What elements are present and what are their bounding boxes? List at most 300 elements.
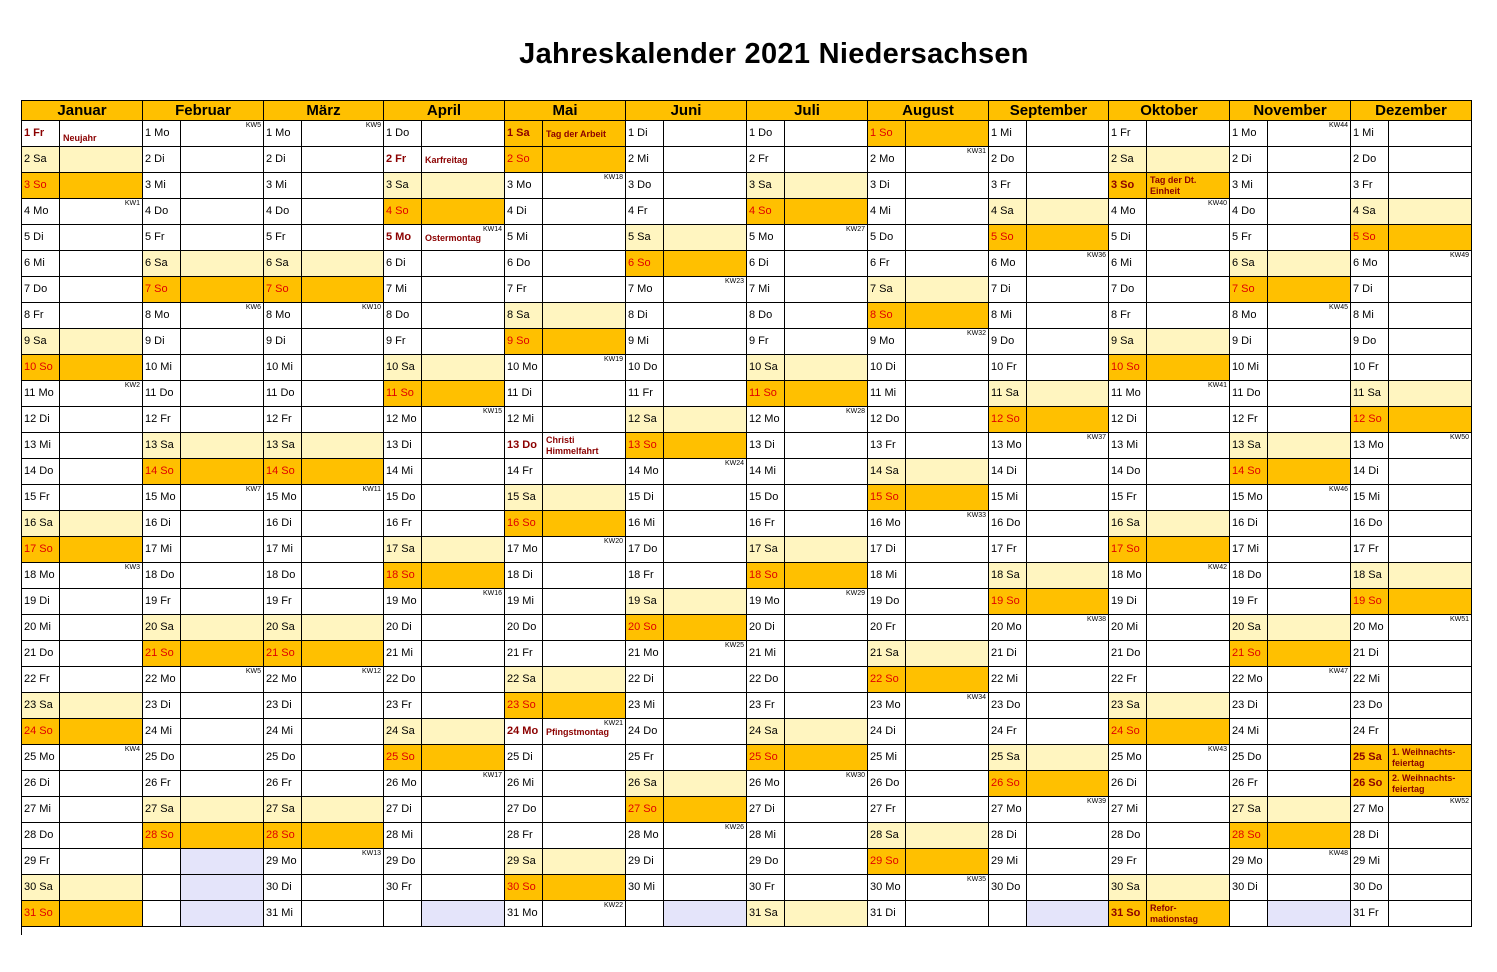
day-cell (989, 329, 1027, 355)
day-cell (22, 121, 60, 147)
day-cell (143, 303, 181, 329)
day-label: 27 Di (386, 803, 412, 815)
day-cell (384, 407, 422, 433)
day-label: 26 So (1353, 777, 1383, 789)
day-label: 2 Mo (870, 153, 895, 165)
day-cell (626, 745, 664, 771)
day-note-cell (422, 563, 505, 589)
day-cell (505, 173, 543, 199)
day-label: 15 So (870, 491, 899, 503)
day-label: 9 Di (145, 335, 165, 347)
day-cell (747, 511, 785, 537)
day-note-cell (302, 771, 384, 797)
week-number: KW9 (365, 122, 381, 129)
day-label: 8 Fr (24, 309, 44, 321)
day-cell (1109, 329, 1147, 355)
day-note-cell (181, 563, 264, 589)
day-cell (264, 511, 302, 537)
day-label: 7 So (266, 283, 289, 295)
day-cell (1351, 173, 1389, 199)
day-cell (868, 875, 906, 901)
day-cell (143, 121, 181, 147)
day-note-cell (1268, 719, 1351, 745)
week-number: KW14 (482, 226, 502, 233)
day-note-cell (60, 511, 143, 537)
day-note-cell (60, 277, 143, 303)
day-note-cell (664, 797, 747, 823)
day-label: 30 Sa (24, 881, 53, 893)
day-label: 8 Mi (1353, 309, 1374, 321)
day-cell (143, 147, 181, 173)
day-note-cell (302, 407, 384, 433)
day-label: 18 Mo (1111, 569, 1142, 581)
day-note-cell (60, 823, 143, 849)
week-number: KW1 (124, 200, 140, 207)
day-label: 27 Mi (1111, 803, 1138, 815)
day-label: 1 Do (749, 127, 773, 139)
day-note-cell (664, 537, 747, 563)
holiday-label: Pfingstmontag (546, 727, 609, 737)
day-note-cell (302, 459, 384, 485)
day-cell (22, 875, 60, 901)
day-label: 28 So (145, 829, 174, 841)
day-label: 3 Sa (749, 179, 772, 191)
day-label: 11 Do (145, 387, 174, 399)
day-label: 29 Mi (991, 855, 1018, 867)
day-note-cell (1389, 641, 1472, 667)
day-label: 12 Sa (628, 413, 657, 425)
day-cell (264, 771, 302, 797)
day-cell (505, 745, 543, 771)
day-note-cell (181, 381, 264, 407)
day-cell (22, 589, 60, 615)
day-cell (747, 147, 785, 173)
day-label: 14 Fr (507, 465, 533, 477)
day-cell (505, 615, 543, 641)
day-cell (626, 121, 664, 147)
day-cell (747, 121, 785, 147)
day-cell (1230, 641, 1268, 667)
day-note-cell (785, 173, 868, 199)
day-note-cell (664, 693, 747, 719)
day-cell (143, 511, 181, 537)
day-note-cell (181, 225, 264, 251)
day-cell (747, 199, 785, 225)
day-label: 1 So (870, 127, 893, 139)
day-label: 21 So (145, 647, 174, 659)
day-cell (626, 797, 664, 823)
day-note-cell (906, 329, 989, 355)
day-note-cell (664, 771, 747, 797)
day-note-cell (1268, 667, 1351, 693)
day-label: 29 Do (386, 855, 416, 867)
day-note-cell (1389, 875, 1472, 901)
day-label: 26 Fr (145, 777, 171, 789)
day-cell (505, 407, 543, 433)
day-note-cell (1147, 667, 1230, 693)
day-label: 16 Di (145, 517, 171, 529)
day-label: 2 Do (1353, 153, 1377, 165)
day-note-cell (302, 849, 384, 875)
day-cell (22, 199, 60, 225)
day-note-cell (181, 641, 264, 667)
day-cell (989, 849, 1027, 875)
day-label: 9 Do (1353, 335, 1377, 347)
day-cell (626, 771, 664, 797)
day-label: 7 Sa (870, 283, 893, 295)
week-number: KW43 (1207, 746, 1227, 753)
day-label: 5 Mo (749, 231, 774, 243)
day-note-cell (1268, 745, 1351, 771)
day-label: 30 Di (1232, 881, 1258, 893)
day-note-cell (422, 277, 505, 303)
day-cell (1351, 459, 1389, 485)
day-note-cell (664, 823, 747, 849)
day-note-cell (543, 771, 626, 797)
day-label: 22 Mo (145, 673, 176, 685)
day-label: 16 Do (1353, 517, 1383, 529)
day-cell (868, 355, 906, 381)
day-label: 3 So (24, 179, 47, 191)
day-cell (747, 355, 785, 381)
day-note-cell (1147, 433, 1230, 459)
day-cell (626, 511, 664, 537)
day-label: 26 Mi (507, 777, 534, 789)
day-label: 8 Mi (991, 309, 1012, 321)
day-cell (143, 641, 181, 667)
day-note-cell (1389, 485, 1472, 511)
day-label: 5 Sa (628, 231, 651, 243)
day-note-cell (1268, 875, 1351, 901)
day-note-cell (785, 641, 868, 667)
day-cell (868, 589, 906, 615)
day-label: 9 Fr (749, 335, 769, 347)
day-note-cell (422, 433, 505, 459)
day-cell (868, 329, 906, 355)
day-cell (505, 563, 543, 589)
day-note-cell (181, 771, 264, 797)
day-label: 13 So (628, 439, 657, 451)
day-note-cell (1268, 823, 1351, 849)
day-note-cell (60, 641, 143, 667)
day-label: 5 Fr (145, 231, 165, 243)
day-label: 24 So (1111, 725, 1140, 737)
day-label: 25 Sa (991, 751, 1020, 763)
day-note-cell (1147, 771, 1230, 797)
week-number: KW5 (245, 122, 261, 129)
day-note-cell (1268, 511, 1351, 537)
day-cell (1109, 303, 1147, 329)
day-cell (264, 459, 302, 485)
day-note-cell (906, 615, 989, 641)
day-note-cell (906, 771, 989, 797)
day-note-cell (543, 875, 626, 901)
day-note-cell (181, 589, 264, 615)
day-label: 29 Fr (1111, 855, 1137, 867)
day-cell (22, 615, 60, 641)
day-note-cell (664, 251, 747, 277)
week-number: KW15 (482, 408, 502, 415)
day-label: 10 So (1111, 361, 1140, 373)
day-label: 13 Fr (870, 439, 896, 451)
day-note-cell (1027, 745, 1109, 771)
day-note-cell (302, 823, 384, 849)
day-cell (989, 615, 1027, 641)
day-note-cell (906, 355, 989, 381)
day-label: 14 Mi (749, 465, 776, 477)
day-cell (747, 407, 785, 433)
day-note-cell (60, 589, 143, 615)
day-note-cell (664, 407, 747, 433)
day-note-cell (422, 329, 505, 355)
week-number: KW52 (1449, 798, 1469, 805)
day-note-cell (60, 199, 143, 225)
month-header: Juli (747, 101, 868, 121)
week-number: KW35 (966, 876, 986, 883)
day-note-cell (60, 537, 143, 563)
day-cell (1351, 199, 1389, 225)
day-cell (1351, 849, 1389, 875)
day-note-cell (906, 563, 989, 589)
day-note-cell (1268, 615, 1351, 641)
day-cell (626, 537, 664, 563)
day-label: 17 Mi (1232, 543, 1259, 555)
day-cell (1230, 329, 1268, 355)
day-note-cell (181, 355, 264, 381)
day-label: 10 Fr (991, 361, 1017, 373)
week-number: KW46 (1328, 486, 1348, 493)
holiday-label: Karfreitag (425, 155, 468, 165)
day-cell (626, 459, 664, 485)
day-cell (143, 537, 181, 563)
day-label: 16 Fr (749, 517, 775, 529)
day-note-cell (181, 693, 264, 719)
day-label: 12 Di (24, 413, 50, 425)
day-cell (1109, 225, 1147, 251)
day-label: 3 Sa (386, 179, 409, 191)
day-cell (143, 667, 181, 693)
day-cell (1351, 485, 1389, 511)
day-note-cell (785, 381, 868, 407)
day-cell (264, 381, 302, 407)
day-label: 21 Mi (749, 647, 776, 659)
day-cell (1351, 511, 1389, 537)
day-label: 20 Di (386, 621, 412, 633)
day-label: 4 Mo (1111, 205, 1136, 217)
day-cell (626, 901, 664, 927)
day-label: 3 Fr (1353, 179, 1373, 191)
week-number: KW50 (1449, 434, 1469, 441)
day-cell (868, 303, 906, 329)
day-label: 14 Mo (628, 465, 659, 477)
day-note-cell (906, 381, 989, 407)
day-cell (384, 355, 422, 381)
day-note-cell (785, 121, 868, 147)
day-label: 20 Mi (1111, 621, 1138, 633)
day-label: 6 Do (507, 257, 531, 269)
day-cell (747, 563, 785, 589)
day-note-cell (1389, 381, 1472, 407)
day-cell (22, 771, 60, 797)
day-cell (1230, 771, 1268, 797)
day-note-cell (181, 121, 264, 147)
day-note-cell (785, 667, 868, 693)
day-label: 4 So (386, 205, 409, 217)
day-label: 7 Mi (386, 283, 407, 295)
week-number: KW18 (603, 174, 623, 181)
day-note-cell (1147, 823, 1230, 849)
day-label: 21 Do (24, 647, 54, 659)
day-note-cell (1027, 849, 1109, 875)
day-label: 12 Do (870, 413, 900, 425)
day-cell (384, 901, 422, 927)
day-cell (1109, 823, 1147, 849)
day-note-cell (1027, 381, 1109, 407)
day-cell (989, 433, 1027, 459)
day-cell (143, 173, 181, 199)
day-label: 4 Do (266, 205, 290, 217)
day-cell (143, 745, 181, 771)
day-cell (143, 719, 181, 745)
day-label: 3 Mi (266, 179, 287, 191)
day-label: 18 Sa (1353, 569, 1382, 581)
day-label: 27 Sa (145, 803, 174, 815)
day-label: 24 Fr (1353, 725, 1379, 737)
day-label: 5 Mi (507, 231, 528, 243)
day-cell (143, 277, 181, 303)
day-cell (989, 719, 1027, 745)
day-note-cell (181, 823, 264, 849)
day-cell (384, 147, 422, 173)
day-note-cell (60, 615, 143, 641)
day-label: 5 Do (870, 231, 894, 243)
day-note-cell (181, 745, 264, 771)
day-cell (868, 407, 906, 433)
day-note-cell (664, 225, 747, 251)
day-label: 28 Fr (507, 829, 533, 841)
day-cell (868, 277, 906, 303)
day-label: 8 Di (628, 309, 648, 321)
day-label: 14 Do (1111, 465, 1141, 477)
day-note-cell (543, 901, 626, 927)
day-label: 10 Sa (749, 361, 778, 373)
day-cell (989, 355, 1027, 381)
day-note-cell (543, 433, 626, 459)
day-label: 23 Sa (1111, 699, 1140, 711)
day-cell (626, 875, 664, 901)
day-label: 24 So (24, 725, 53, 737)
day-note-cell (1027, 537, 1109, 563)
day-cell (747, 745, 785, 771)
day-label: 15 Mo (145, 491, 176, 503)
day-cell (1230, 875, 1268, 901)
day-label: 26 Mo (749, 777, 780, 789)
week-number: KW37 (1086, 434, 1106, 441)
day-label: 18 Do (145, 569, 175, 581)
day-note-cell (1389, 589, 1472, 615)
day-label: 18 Do (266, 569, 296, 581)
day-cell (264, 355, 302, 381)
week-number: KW19 (603, 356, 623, 363)
day-cell (384, 511, 422, 537)
day-cell (989, 641, 1027, 667)
day-label: 14 So (145, 465, 174, 477)
week-number: KW13 (361, 850, 381, 857)
day-note-cell (785, 771, 868, 797)
day-note-cell (1268, 251, 1351, 277)
day-label: 8 Do (386, 309, 410, 321)
day-cell (384, 693, 422, 719)
day-cell (626, 641, 664, 667)
day-label: 16 Mi (628, 517, 655, 529)
day-label: 14 Mi (386, 465, 413, 477)
day-cell (143, 901, 181, 927)
day-label: 10 Sa (386, 361, 415, 373)
day-cell (22, 511, 60, 537)
day-note-cell (1027, 693, 1109, 719)
day-label: 28 Di (1353, 829, 1379, 841)
day-cell (626, 251, 664, 277)
day-label: 6 Di (749, 257, 769, 269)
day-label: 27 Fr (870, 803, 896, 815)
day-label: 23 Di (1232, 699, 1258, 711)
day-cell (1109, 199, 1147, 225)
day-label: 10 Fr (1353, 361, 1379, 373)
day-label: 5 Mo (386, 231, 412, 243)
day-label: 24 Do (628, 725, 658, 737)
day-cell (989, 173, 1027, 199)
day-note-cell (664, 277, 747, 303)
day-label: 7 So (145, 283, 168, 295)
day-note-cell (785, 875, 868, 901)
day-note-cell (1268, 329, 1351, 355)
day-note-cell (60, 459, 143, 485)
day-label: 3 Mi (1232, 179, 1253, 191)
day-cell (989, 303, 1027, 329)
week-number: KW41 (1207, 382, 1227, 389)
day-label: 2 Fr (386, 153, 407, 165)
day-note-cell (422, 173, 505, 199)
day-note-cell (1027, 407, 1109, 433)
day-cell (384, 745, 422, 771)
day-cell (264, 277, 302, 303)
day-cell (1230, 667, 1268, 693)
day-note-cell (302, 485, 384, 511)
day-cell (264, 823, 302, 849)
day-label: 2 Di (266, 153, 286, 165)
day-label: 23 So (507, 699, 536, 711)
day-label: 31 Fr (1353, 907, 1379, 919)
day-label: 15 Do (749, 491, 779, 503)
day-cell (143, 563, 181, 589)
day-label: 28 So (266, 829, 295, 841)
day-note-cell (785, 901, 868, 927)
day-label: 2 Do (991, 153, 1015, 165)
day-note-cell (664, 303, 747, 329)
week-number: KW21 (603, 720, 623, 727)
day-cell (868, 511, 906, 537)
day-label: 13 Sa (1232, 439, 1261, 451)
day-note-cell (543, 355, 626, 381)
day-label: 25 Mo (24, 751, 55, 763)
day-label: 17 Fr (991, 543, 1017, 555)
day-label: 31 Sa (749, 907, 778, 919)
day-note-cell (422, 225, 505, 251)
day-label: 1 Mo (145, 127, 170, 139)
day-label: 25 Do (1232, 751, 1262, 763)
day-note-cell (1389, 173, 1472, 199)
day-cell (747, 589, 785, 615)
